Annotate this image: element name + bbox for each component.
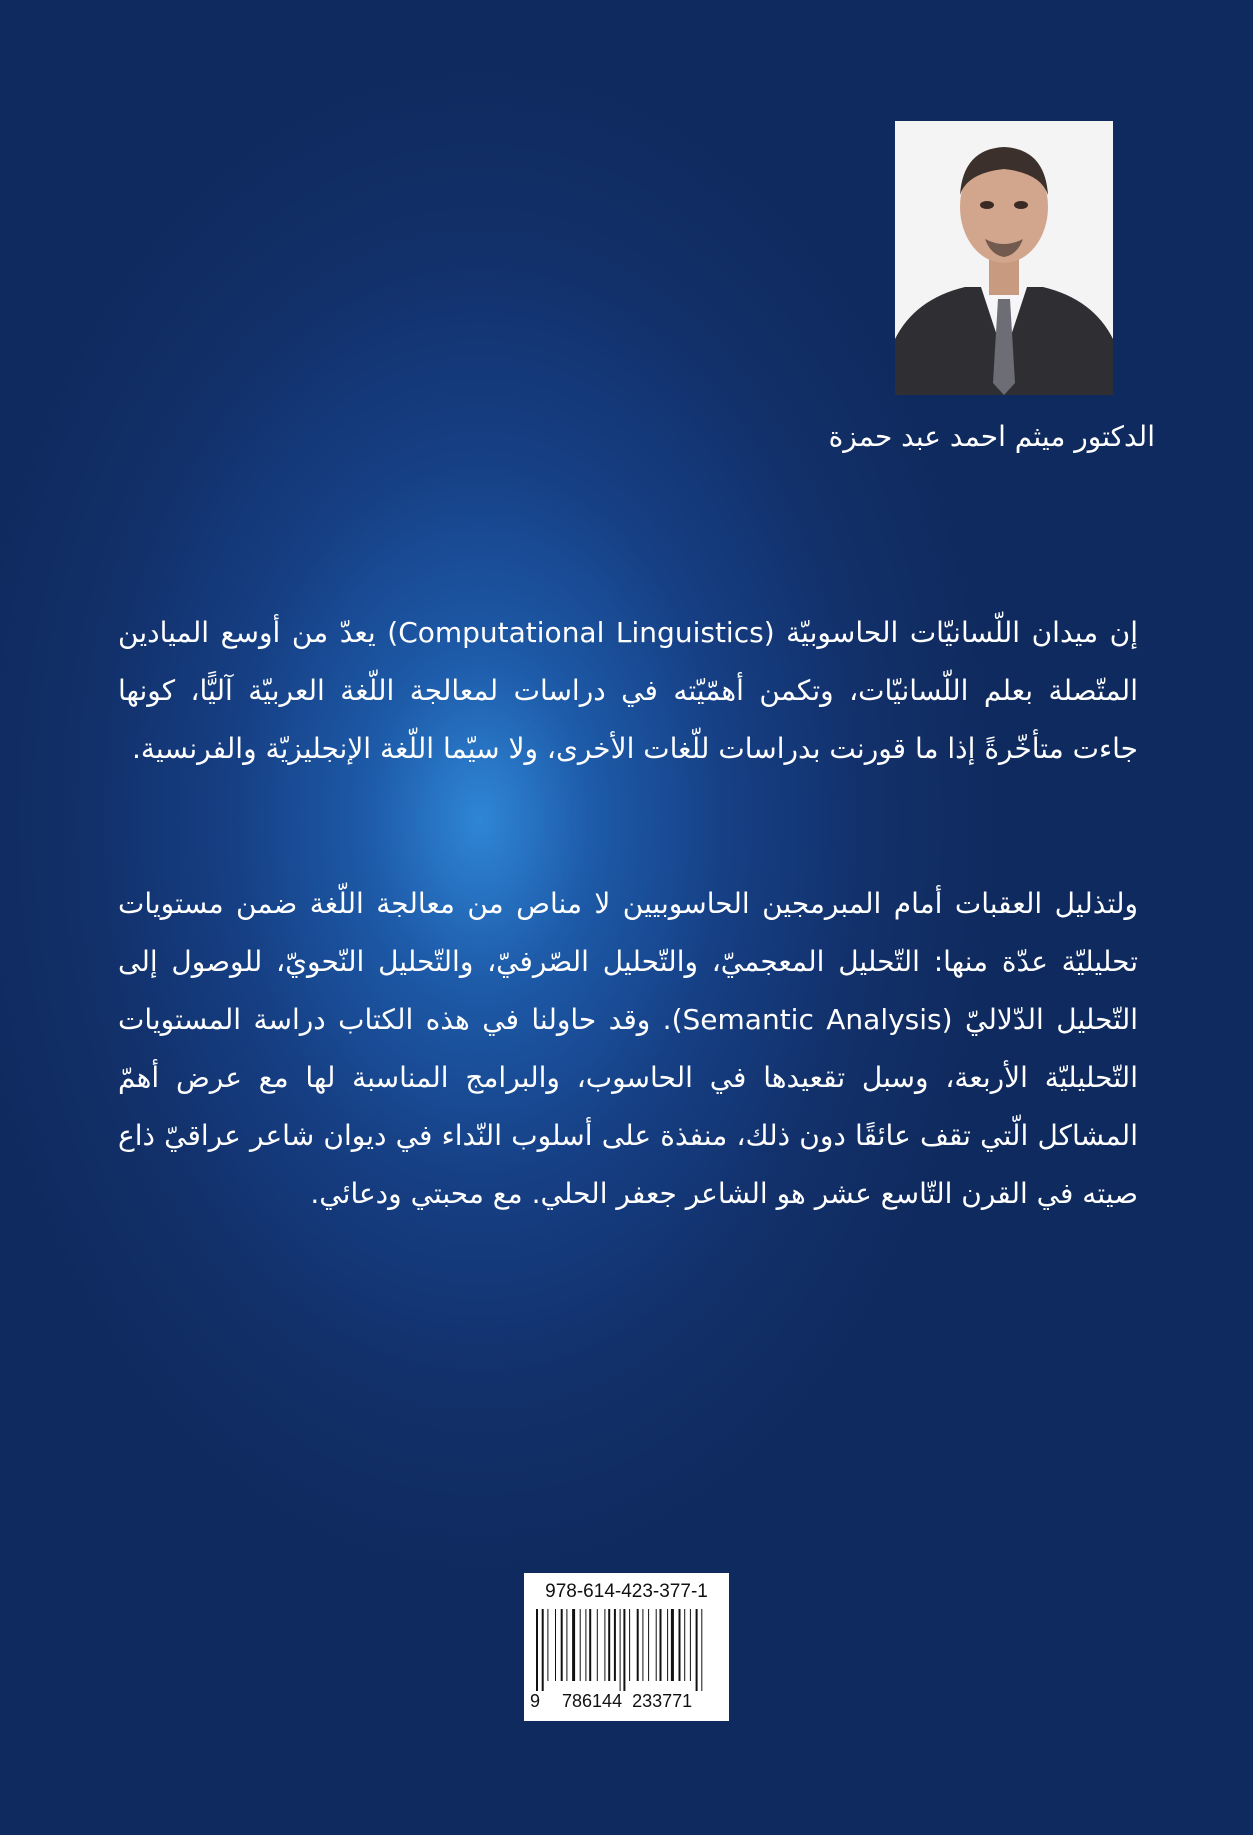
barcode-lead-digit: 9 bbox=[530, 1691, 541, 1711]
barcode-bar bbox=[580, 1609, 581, 1681]
author-photo bbox=[895, 121, 1113, 395]
barcode-digit-group-1: 786144 bbox=[562, 1691, 623, 1711]
barcode-digit-group-2: 233771 bbox=[632, 1691, 693, 1711]
description-paragraph-2: ولتذليل العقبات أمام المبرمجين الحاسوبيين لا مناص من معالجة اللّغة ضمن مستويات تحليليّة عدّة منها: التّحليل المعجميّ، والتّحليل الصّرفيّ، والتّحليل النّحويّ، للوصول إلى التّحليل الدّلاليّ (Semantic Analysis). وقد حاولنا في هذه الكتاب دراسة المستويات التّحليليّة الأربعة، وسبل تقعيدها في الحاسوب، والبرامج المناسبة لها مع عرض أهمّ المشاكل الّتي تقف عائقًا دون ذلك، منفذة على أسلوب النّداء في ديوان شاعر عراقيّ ذاع صيته في القرن التّاسع عشر هو الشاعر جعفر الحلي. مع محبتي ودعائي. bbox=[118, 887, 1139, 1210]
barcode-bar bbox=[696, 1609, 698, 1691]
barcode-bar bbox=[671, 1609, 674, 1681]
barcode-bar bbox=[589, 1609, 591, 1681]
barcode-bar bbox=[608, 1609, 610, 1681]
author-name: الدكتور ميثم احمد عبد حمزة bbox=[828, 420, 1155, 453]
barcode-bar bbox=[566, 1609, 567, 1681]
barcode-bar bbox=[597, 1609, 598, 1681]
barcode-bar bbox=[690, 1609, 691, 1681]
barcode-bar bbox=[547, 1609, 548, 1681]
barcode-bar bbox=[684, 1609, 685, 1681]
barcode-bar bbox=[667, 1609, 668, 1681]
isbn-number: 978-614-423-377-1 bbox=[545, 1581, 708, 1602]
barcode-bar bbox=[623, 1609, 625, 1691]
barcode-bar bbox=[637, 1609, 639, 1681]
barcode-bar bbox=[555, 1609, 556, 1681]
barcode-bar bbox=[660, 1609, 662, 1681]
barcode-bar bbox=[648, 1609, 649, 1681]
barcode-bar bbox=[604, 1609, 605, 1681]
barcode-bar bbox=[572, 1609, 575, 1681]
barcode-bar bbox=[561, 1609, 563, 1681]
barcode-bar bbox=[620, 1609, 621, 1691]
barcode-bar bbox=[614, 1609, 616, 1681]
barcode-bars bbox=[536, 1609, 717, 1691]
barcode-bar bbox=[585, 1609, 586, 1681]
barcode-bar bbox=[701, 1609, 702, 1691]
barcode-bar bbox=[679, 1609, 681, 1681]
barcode-digits bbox=[530, 1691, 723, 1712]
barcode-bar bbox=[542, 1609, 544, 1691]
description-paragraph-1: إن ميدان اللّسانيّات الحاسوبيّة (Computational Linguistics) يعدّ من أوسع الميادين المتّصلة بعلم اللّسانيّات، وتكمن أهمّيّته في دراسات لمعالجة اللّغة العربيّة آليًّا، كونها جاءت متأخّرةً إذا ما قورنت بدراسات للّغات الأخرى، ولا سيّما اللّغة الإنجليزيّة والفرنسية. bbox=[118, 616, 1138, 765]
isbn-barcode bbox=[524, 1573, 729, 1721]
barcode-bar bbox=[642, 1609, 643, 1681]
barcode-bar bbox=[536, 1609, 538, 1691]
barcode-bar bbox=[656, 1609, 657, 1681]
barcode-bar bbox=[629, 1609, 630, 1681]
